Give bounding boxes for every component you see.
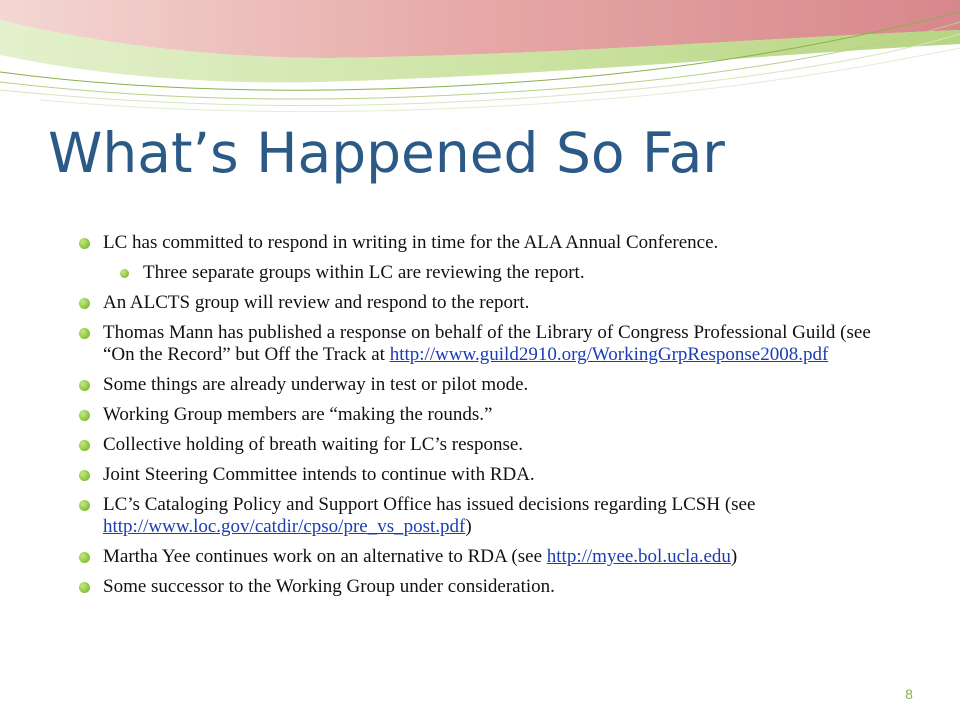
bullet-list [76,232,876,606]
list-item [76,322,876,366]
list-item-text: Martha Yee continues work on an alternative to RDA (see [103,546,547,567]
list-item-text: Working Group members are “making the rounds.” [103,404,493,425]
list-item-text: An ALCTS group will review and respond to the report. [103,292,530,313]
list-item [76,292,876,314]
bullet-icon [79,582,90,593]
list-item [76,434,876,456]
slide-title: What’s Happened So Far [48,121,725,185]
list-item-sub [76,262,876,284]
bullet-icon [120,269,129,278]
bullet-icon [79,238,90,249]
list-item-text: Three separate groups within LC are reviewing the report. [143,262,585,283]
bullet-icon [79,298,90,309]
bullet-icon [79,380,90,391]
slide-number: 8 [905,686,913,702]
guild-response-link[interactable]: http://www.guild2910.org/WorkingGrpResponse2008.pdf [389,344,829,365]
list-item-text: LC’s Cataloging Policy and Support Office has issued decisions regarding LCSH (see [103,494,756,515]
list-item-text: Collective holding of breath waiting for LC’s response. [103,434,524,455]
list-item-text: Thomas Mann has published a response on behalf of the Library of Congress Professional Guild (see “On the Record” but Off the Track at [103,322,871,365]
list-item [76,546,876,568]
myee-link[interactable]: http://myee.bol.ucla.edu [546,546,731,567]
bullet-icon [79,500,90,511]
bullet-icon [79,328,90,339]
header-banner-decoration [0,0,960,120]
list-item-text-end: ) [465,516,472,537]
list-item [76,232,876,254]
list-item [76,576,876,598]
list-item [76,374,876,396]
list-item-text-end: ) [730,546,738,567]
list-item [76,494,876,538]
list-item-text: LC has committed to respond in writing in time for the ALA Annual Conference. [103,232,719,253]
cpso-decisions-link[interactable]: http://www.loc.gov/catdir/cpso/pre_vs_post.pdf [103,516,466,537]
list-item [76,464,876,486]
bullet-icon [79,410,90,421]
list-item-text: Joint Steering Committee intends to continue with RDA. [103,464,535,485]
list-item-text: Some things are already underway in test or pilot mode. [103,374,529,395]
list-item [76,404,876,426]
bullet-icon [79,552,90,563]
list-item-text: Some successor to the Working Group under consideration. [103,576,555,597]
bullet-icon [79,470,90,481]
bullet-icon [79,440,90,451]
